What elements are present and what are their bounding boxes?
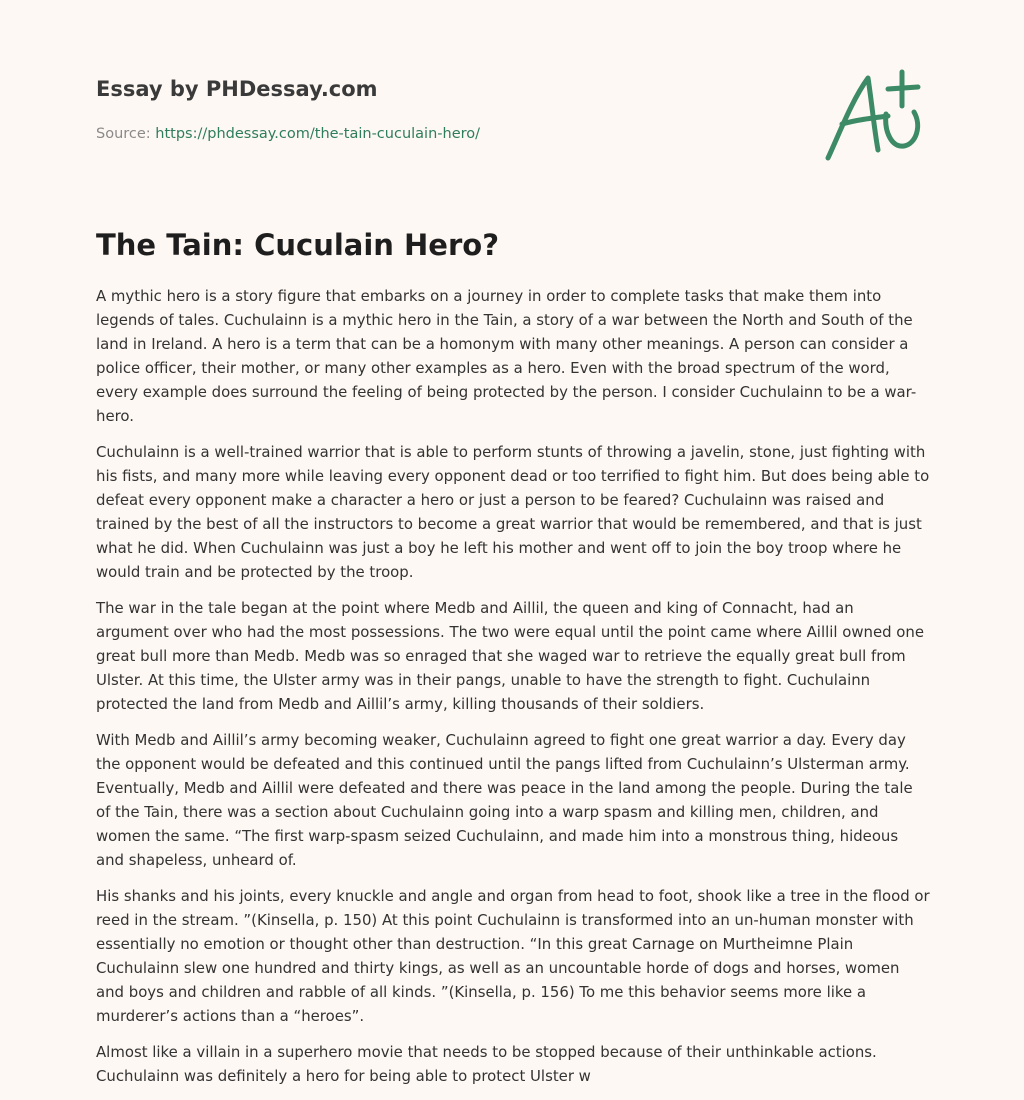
paragraph: The war in the tale began at the point where Medb and Aillil, the queen and king of Connacht, had an argument over who had the most possessions. The two were equal until the point came where Aillil owned one great bull more than Medb. Medb was so enraged that she waged war to retrieve the equally great bull from Ulster. At this time, the Ulster army was in their pangs, unable to have the strength to fight. Cuchulainn protected the land from Medb and Aillil’s army, killing thousands of their soldiers. (96, 599, 925, 713)
page-title: The Tain: Cuculain Hero? (96, 228, 500, 262)
source-label: Source: (96, 126, 156, 142)
source-link[interactable]: https://phdessay.com/the-tain-cuculain-hero/ (155, 126, 481, 142)
a-plus-logo-icon (818, 62, 930, 166)
brand-title: Essay by PHDessay.com (96, 77, 378, 101)
paragraph: His shanks and his joints, every knuckle and angle and organ from head to foot, shook like a tree in the flood or reed in the stream. ”(Kinsella, p. 150) At this point Cuchulainn is transformed into an un-human monster with essentially no emotion or thought other than destruction. “In this great Carnage on Murtheimne Plain Cuchulainn slew one hundred and thirty kings, as well as an uncountable horde of dogs and horses, women and boys and children and rabble of all kinds. ”(Kinsella, p. 156) To me this behavior seems more like a murderer’s actions than a “heroes”. (96, 887, 930, 1025)
essay-body (96, 284, 930, 1100)
paragraph: With Medb and Aillil’s army becoming weaker, Cuchulainn agreed to fight one great warrior a day. Every day the opponent would be defeated and this continued until the pangs lifted from Cuchulainn’s Ulsterman army. Eventually, Medb and Aillil were defeated and there was peace in the land among the people. During the tale of the Tain, there was a section about Cuchulainn going into a warp spasm and killing men, children, and women the same. “The first warp-spasm seized Cuchulainn, and made him into a monstrous thing, hideous and shapeless, unheard of. (96, 731, 913, 869)
source-line (96, 124, 796, 144)
paragraph: Almost like a villain in a superhero movie that needs to be stopped because of their unthinkable actions. Cuchulainn was definitely a hero for being able to protect Ulster w (96, 1043, 877, 1085)
paragraph: Cuchulainn is a well-trained warrior that is able to perform stunts of throwing a javelin, stone, just fighting with his fists, and many more while leaving every opponent dead or too terrified to fight him. But does being able to defeat every opponent make a character a hero or just a person to be feared? Cuchulainn was raised and trained by the best of all the instructors to become a great warrior that would be remembered, and that is just what he did. When Cuchulainn was just a boy he left his mother and went off to join the boy troop where he would train and be protected by the troop. (96, 443, 930, 581)
paragraph: A mythic hero is a story figure that embarks on a journey in order to complete tasks that make them into legends of tales. Cuchulainn is a mythic hero in the Tain, a story of a war between the North and South of the land in Ireland. A hero is a term that can be a homonym with many other meanings. A person can consider a police officer, their mother, or many other examples as a hero. Even with the broad spectrum of the word, every example does surround the feeling of being protected by the person. I consider Cuchulainn to be a war-hero. (96, 287, 917, 425)
page-header (96, 74, 796, 144)
